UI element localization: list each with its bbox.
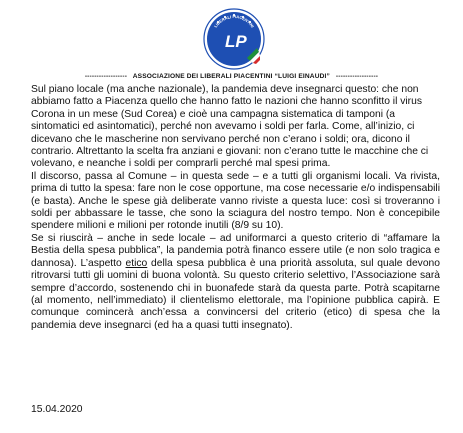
lp-emblem-icon (203, 8, 265, 70)
header-title: ASSOCIAZIONE DEI LIBERALI PIACENTINI “LUIGI EINAUDI” (132, 73, 330, 80)
paragraph-3 (31, 233, 440, 332)
paragraph-3-part-2: della spesa pubblica è una priorità assoluta, sul quale devono ritrovarsi tutti gli uomini di buona volontà. Su questo criterio selettivo, l’Associazione sarà sempre d’accordo, sostenendo chi in buonafede starà da questa parte. Potrà scapitarne (al momento, nell’immediato) il clientelismo elettorale, ma l’opinione pubblica capirà. E comunque comincerà anch’essa a convincersi del criterio (etico) di spesa che la pandemia deve insegnarci (ed ha a quasi tutti insegnato). (31, 257, 440, 331)
header-dashes-left: ------------------ (84, 73, 128, 80)
paragraph-1: Sul piano locale (ma anche nazionale), la pandemia deve insegnarci questo: che non abbiamo fatto a Piacenza quello che hanno fatto le nazioni che hanno sconfitto il virus Corona in un mese (Sud Corea) e cioè una campagna sistematica di tamponi (a sintomatici ed asintomatici), perché non avevamo i soldi per farla. Come, all’inizio, ci dicevano che le mascherine non servivano perché non c’erano i soldi; ora, dicono il contrario. Altrettanto la scelta fra anziani e giovani: non c’erano tutte le macchine che ci volevano, e neanche i soldi per comprarli perché mal spesi prima. (31, 84, 429, 170)
svg-text:LIBERALI PIACENTINI: LIBERALI PIACENTINI (212, 13, 256, 29)
document-date: 15.04.2020 (31, 404, 83, 415)
underlined-word: etico (125, 257, 148, 269)
paragraph-2: Il discorso, passa al Comune – in questa sede – e a tutti gli organismi locali. Va rivista, prima di tutto la spesa: fare non le cose opportune, ma cose necessarie e/o indispensabili (e basta). Anche le spese già deliberate vanno riviste a questa luce: così si troveranno i soldi per abbassare le tasse, che sono la sciagura del nostro tempo. Non è concepibile spendere milioni e milioni per rotonde inutili (8/9 su 10). (31, 170, 440, 232)
paragraph-3-part-1: Se si riuscirà – anche in sede locale – ad uniformarci a questo criterio di “affamare la Bestia della spesa pubblica”, la pandemia potrà financo essere utile (e non solo tragica e dannosa). L’aspetto (31, 232, 440, 269)
association-header (0, 73, 463, 80)
logo-initials: LP (225, 32, 247, 51)
article-body (31, 84, 440, 332)
association-logo (203, 8, 265, 70)
header-dashes-right: ------------------ (335, 73, 379, 80)
